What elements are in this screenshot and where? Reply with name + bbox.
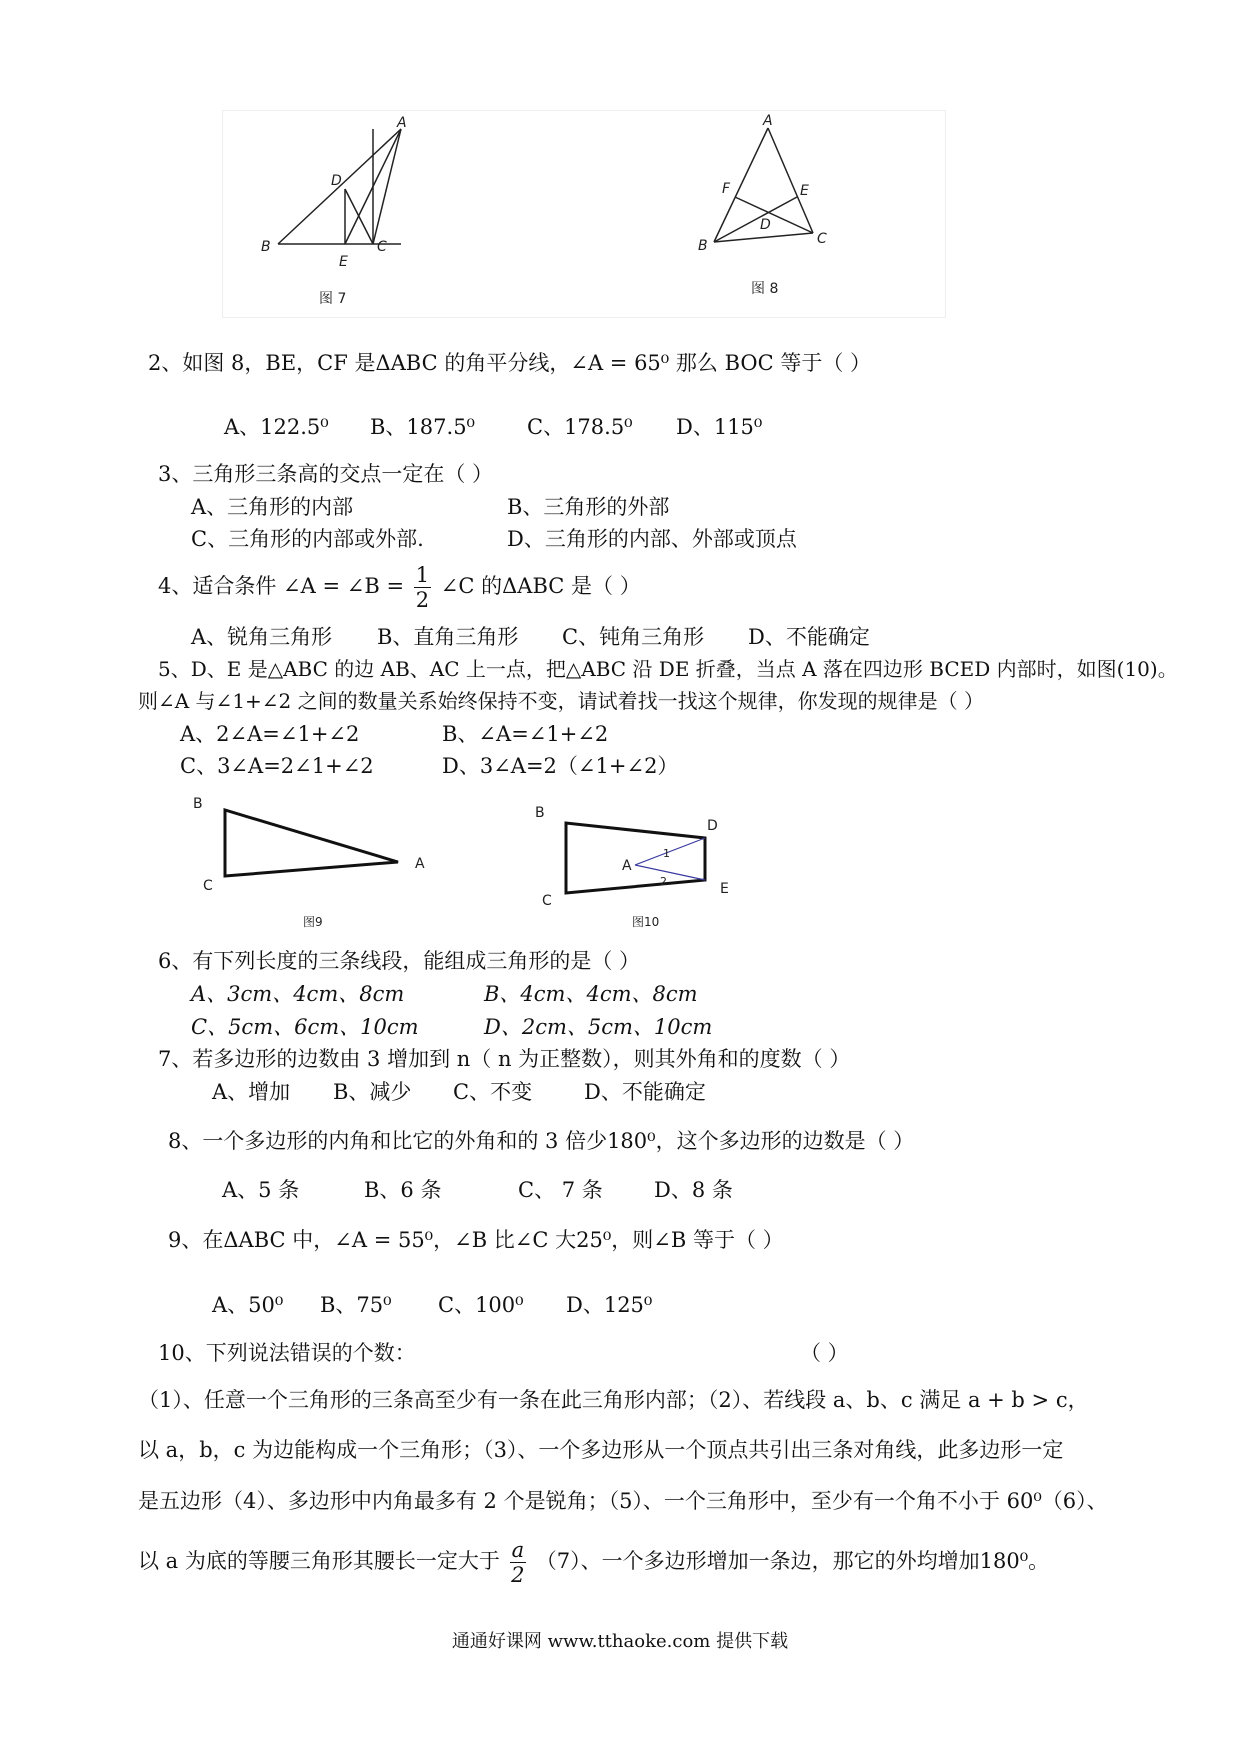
q9-option-a: A、50⁰: [212, 1293, 284, 1317]
q6-option-b: B、4cm、4cm、8cm: [484, 982, 698, 1006]
fig8-label-b: B: [698, 238, 708, 254]
fig10-line-ae: [635, 865, 705, 880]
fig10-quadrilateral: [566, 823, 705, 893]
q9-option-d: D、125⁰: [566, 1293, 653, 1317]
fig7-label-c: C: [377, 239, 387, 255]
figure-9: [225, 810, 398, 876]
q10-fraction-numerator: a: [511, 1538, 525, 1562]
q6-option-c: C、5cm、6cm、10cm: [191, 1015, 419, 1039]
q4-option-c: C、钝角三角形: [562, 625, 705, 649]
q2-option-d: D、115⁰: [676, 415, 763, 439]
fig10-label-a: A: [622, 858, 632, 874]
q2-option-c: C、178.5⁰: [527, 415, 633, 439]
q3-option-d: D、三角形的内部、外部或顶点: [507, 527, 797, 551]
q7-option-d: D、不能确定: [584, 1080, 706, 1104]
q10-line-4-suffix: （7）、一个多边形增加一条边，那它的外均增加180⁰。: [535, 1549, 1050, 1573]
q4-prefix: 4、适合条件 ∠A = ∠B =: [158, 574, 405, 598]
q3-option-a: A、三角形的内部: [191, 495, 354, 519]
q4-option-a: A、锐角三角形: [191, 625, 333, 649]
fig10-label-b: B: [535, 805, 545, 821]
q5-option-a: A、2∠A=∠1+∠2: [180, 722, 360, 746]
question-3: 3、三角形三条高的交点一定在（ ）: [158, 462, 494, 486]
question-4: [158, 560, 641, 612]
fig8-label-f: F: [722, 181, 731, 197]
q10-fraction-denominator: 2: [511, 1563, 525, 1587]
q5-option-d: D、3∠A=2（∠1+∠2）: [442, 754, 679, 778]
footer-credit: 通通好课网 www.tthaoke.com 提供下载: [451, 1631, 789, 1652]
q2-option-a: A、122.5⁰: [224, 415, 329, 439]
fig8-segment-cf: [735, 197, 813, 233]
question-10-line-4: [138, 1535, 1049, 1587]
fig10-label-2: 2: [660, 875, 667, 888]
fig7-label-e: E: [339, 254, 348, 270]
fig9-label-c: C: [203, 878, 213, 894]
figure-10: [566, 823, 705, 893]
fig7-label-b: B: [261, 239, 271, 255]
q2-option-b: B、187.5⁰: [370, 415, 475, 439]
q7-option-b: B、减少: [333, 1080, 412, 1104]
fig9-caption: 图9: [303, 915, 323, 929]
question-2: 2、如图 8，BE，CF 是ΔABC 的角平分线，∠A = 65⁰ 那么 BOC 等于（ ）: [148, 351, 872, 375]
fig10-caption: 图10: [632, 915, 660, 929]
fig10-folded-lines: [635, 838, 705, 880]
figures-7-8: [223, 111, 945, 317]
question-10-line-3: 是五边形（4）、多边形中内角最多有 2 个是锐角；（5）、一个三角形中，至少有一个角不小于 60⁰（6）、: [138, 1489, 1108, 1513]
q8-option-d: D、8 条: [654, 1178, 733, 1202]
q10-line-4-prefix: 以 a 为底的等腰三角形其腰长一定大于: [138, 1549, 500, 1573]
fig8-label-a: A: [763, 113, 773, 129]
q8-option-c: C、 7 条: [518, 1178, 603, 1202]
fig9-label-b: B: [193, 796, 203, 812]
fig7-caption: 图 7: [319, 291, 347, 307]
fig10-label-d: D: [707, 818, 718, 834]
q8-option-a: A、5 条: [222, 1178, 300, 1202]
fig7-segment-ca: [373, 129, 401, 244]
fig10-line-ad: [635, 838, 705, 865]
fig10-label-1: 1: [663, 847, 670, 860]
question-10-line-2: 以 a，b，c 为边能构成一个三角形；（3）、一个多边形从一个顶点共引出三条对角线，此多边形一定: [138, 1438, 1064, 1462]
question-10-line-1: （1）、任意一个三角形的三条高至少有一条在此三角形内部；（2）、若线段 a、b、c 满足 a + b > c，: [138, 1388, 1089, 1412]
fig9-triangle: [225, 810, 398, 876]
question-6: 6、有下列长度的三条线段，能组成三角形的是（ ）: [158, 949, 641, 973]
fig8-label-d: D: [760, 217, 771, 233]
q4-suffix: ∠C 的ΔABC 是（ ）: [440, 574, 641, 598]
q5-option-b: B、∠A=∠1+∠2: [442, 722, 609, 746]
q6-option-d: D、2cm、5cm、10cm: [484, 1015, 713, 1039]
q4-option-d: D、不能确定: [748, 625, 870, 649]
q5-option-c: C、3∠A=2∠1+∠2: [180, 754, 374, 778]
fig9-label-a: A: [415, 856, 425, 872]
q8-option-b: B、6 条: [364, 1178, 442, 1202]
q4-option-b: B、直角三角形: [377, 625, 519, 649]
q6-option-a: A、3cm、4cm、8cm: [191, 982, 405, 1006]
figures-9-10: [185, 790, 745, 935]
question-9: 9、在ΔABC 中，∠A = 55⁰，∠B 比∠C 大25⁰，则∠B 等于（ ）: [168, 1228, 784, 1252]
question-5-line-1: 5、D、E 是△ABC 的边 AB、AC 上一点，把△ABC 沿 DE 折叠，当点 A 落在四边形 BCED 内部时，如图(10)。: [158, 657, 1178, 681]
fig8-segment-ac: [768, 128, 813, 233]
fig8-label-c: C: [817, 231, 827, 247]
fig8-caption: 图 8: [751, 281, 779, 297]
q4-fraction-numerator: 1: [415, 563, 430, 587]
q3-option-b: B、三角形的外部: [507, 495, 670, 519]
figure-panel-top: [222, 110, 946, 318]
q4-fraction-denominator: 2: [415, 588, 430, 612]
q9-option-b: B、75⁰: [320, 1293, 392, 1317]
q7-option-a: A、增加: [212, 1080, 291, 1104]
question-8: 8、一个多边形的内角和比它的外角和的 3 倍少180⁰，这个多边形的边数是（ ）: [168, 1129, 915, 1153]
question-7: 7、若多边形的边数由 3 增加到 n（ n 为正整数），则其外角和的度数（ ）: [158, 1047, 851, 1071]
q10-fraction: [510, 1538, 527, 1587]
question-10: 10、下列说法错误的个数：: [158, 1341, 416, 1365]
fig8-label-e: E: [800, 183, 809, 199]
fig10-label-e: E: [720, 881, 729, 897]
q7-option-c: C、不变: [453, 1080, 533, 1104]
question-5-line-2: 则∠A 与∠1+∠2 之间的数量关系始终保持不变，请试着找一找这个规律，你发现的规律是（ ）: [138, 689, 984, 713]
fig7-label-d: D: [331, 173, 342, 189]
q4-fraction: [414, 563, 431, 612]
fig7-label-a: A: [397, 115, 407, 131]
question-10-answer-blank: （ ）: [800, 1341, 849, 1365]
q9-option-c: C、100⁰: [438, 1293, 524, 1317]
fig10-label-c: C: [542, 893, 552, 909]
q3-option-c: C、三角形的内部或外部.: [191, 527, 424, 551]
